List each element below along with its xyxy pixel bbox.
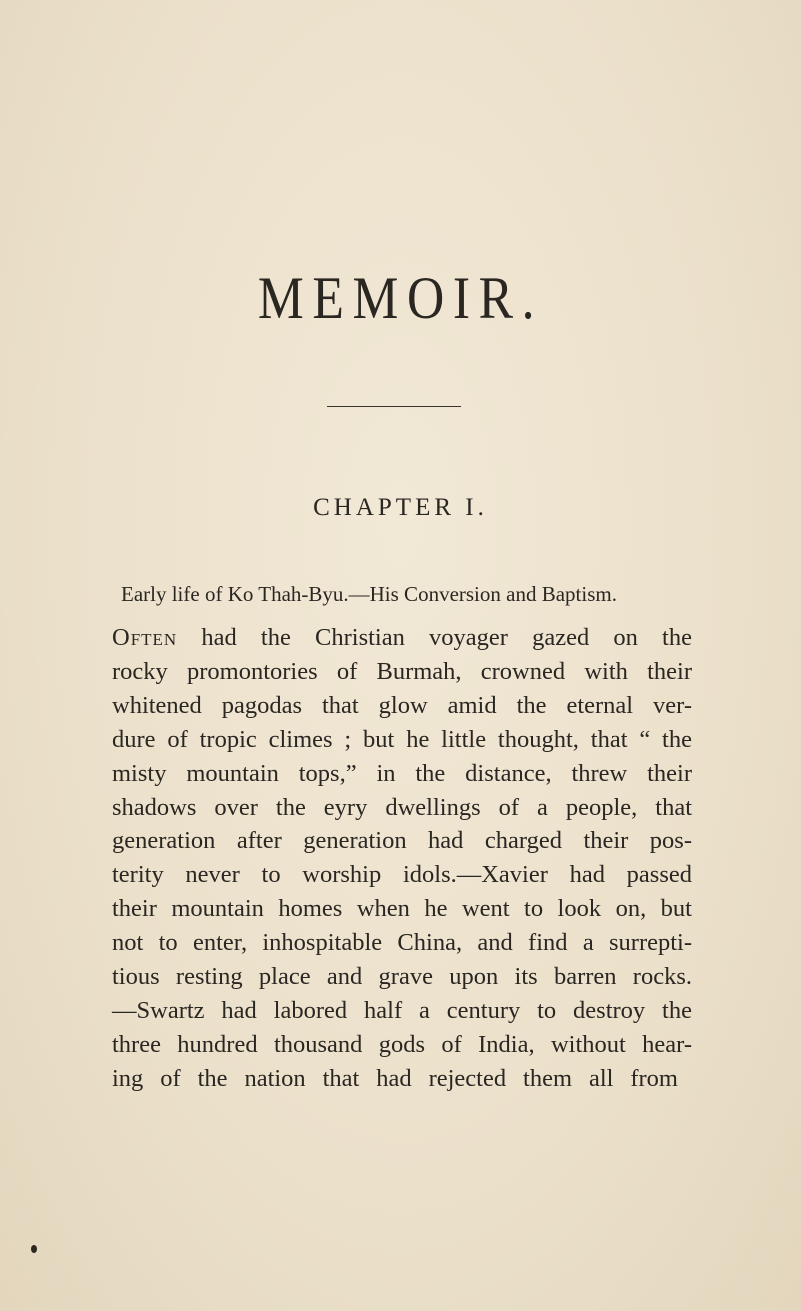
chapter-heading: CHAPTER I.: [313, 494, 488, 521]
body-line-text: had the Christian voyager gazed on the: [177, 624, 692, 651]
body-line: shadows over the eyry dwellings of a people, that: [112, 793, 692, 821]
body-line: their mountain homes when he went to look on, but: [112, 895, 692, 923]
title-divider-rule: [327, 406, 461, 407]
body-line: whitened pagodas that glow amid the eternal ver-: [112, 691, 692, 719]
body-line: [112, 621, 692, 655]
body-line: tious resting place and grave upon its barren rocks.: [112, 963, 692, 991]
body-paragraph: [112, 621, 692, 1096]
body-line: ing of the nation that had rejected them all from: [112, 1064, 678, 1092]
body-line: misty mountain tops,” in the distance, threw their: [112, 759, 692, 787]
body-line: terity never to worship idols.—Xavier had passed: [112, 861, 692, 889]
chapter-summary: Early life of Ko Thah-Byu.—His Conversion and Baptism.: [121, 582, 617, 606]
body-line: not to enter, inhospitable China, and find a surrepti-: [112, 929, 692, 957]
body-line: —Swartz had labored half a century to destroy the: [112, 996, 692, 1024]
body-line: three hundred thousand gods of India, without hear-: [112, 1030, 692, 1058]
ink-speck: [31, 1245, 37, 1253]
memoir-title: MEMOIR.: [257, 265, 544, 331]
body-line: dure of tropic climes ; but he little thought, that “ the: [112, 725, 692, 753]
body-line: rocky promontories of Burmah, crowned with their: [112, 657, 692, 685]
body-line: generation after generation had charged their pos-: [112, 827, 692, 855]
opening-word: Often: [112, 624, 178, 651]
